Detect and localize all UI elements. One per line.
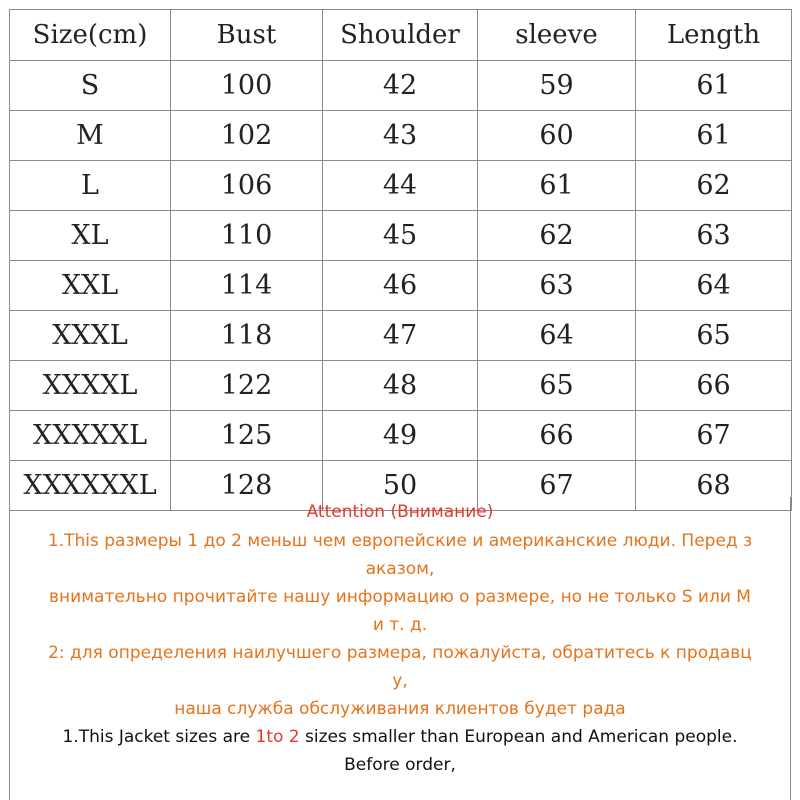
table-row — [10, 211, 792, 261]
cell-shoulder: 45 — [323, 211, 478, 261]
note-ru-line: у, — [392, 671, 408, 691]
note-ru-line: аказом, — [365, 559, 435, 579]
header-bust: Bust — [171, 10, 323, 61]
cell-shoulder: 49 — [323, 411, 478, 461]
table-header-row — [10, 10, 792, 61]
note-ru-line: 2: для определения наилучшего размера, пожалуйста, обратитесь к продавц — [48, 643, 752, 663]
header-sleeve: sleeve — [478, 10, 636, 61]
cell-shoulder: 43 — [323, 111, 478, 161]
cell-length: 61 — [636, 61, 792, 111]
cell-sleeve: 59 — [478, 61, 636, 111]
cell-size: M — [10, 111, 171, 161]
note-ru-line: внимательно прочитайте нашу информацию о размере, но не только S или M — [49, 587, 751, 607]
cell-length: 68 — [636, 461, 792, 511]
attention-notes — [9, 497, 791, 800]
header-size: Size(cm) — [10, 10, 171, 61]
size-table — [9, 9, 792, 511]
cell-bust: 118 — [171, 311, 323, 361]
attention-title: Attention (Внимание) — [306, 502, 494, 522]
note-en-line: Before order, — [344, 755, 456, 775]
cell-sleeve: 67 — [478, 461, 636, 511]
cell-bust: 110 — [171, 211, 323, 261]
cell-length: 64 — [636, 261, 792, 311]
cell-shoulder: 50 — [323, 461, 478, 511]
cell-bust: 114 — [171, 261, 323, 311]
cell-sleeve: 64 — [478, 311, 636, 361]
table-row — [10, 111, 792, 161]
note-en-prefix: 1.This Jacket sizes are — [62, 727, 256, 747]
header-length: Length — [636, 10, 792, 61]
cell-bust: 100 — [171, 61, 323, 111]
note-en-line — [10, 723, 790, 751]
cell-bust: 122 — [171, 361, 323, 411]
table-row — [10, 361, 792, 411]
cell-sleeve: 66 — [478, 411, 636, 461]
note-en-suffix: sizes smaller than European and American people. — [299, 727, 738, 747]
cell-sleeve: 63 — [478, 261, 636, 311]
cell-sleeve: 62 — [478, 211, 636, 261]
cell-shoulder: 48 — [323, 361, 478, 411]
note-en-highlight: 1to 2 — [255, 727, 300, 747]
cell-size: XXXL — [10, 311, 171, 361]
cell-size: XXXXXXL — [10, 461, 171, 511]
cell-bust: 128 — [171, 461, 323, 511]
cell-length: 66 — [636, 361, 792, 411]
table-row — [10, 311, 792, 361]
cell-length: 63 — [636, 211, 792, 261]
cell-length: 62 — [636, 161, 792, 211]
cell-shoulder: 46 — [323, 261, 478, 311]
note-ru-line: наша служба обслуживания клиентов будет рада — [174, 699, 626, 719]
cell-size: S — [10, 61, 171, 111]
cell-length: 61 — [636, 111, 792, 161]
table-row — [10, 61, 792, 111]
cell-size: XXL — [10, 261, 171, 311]
table-row — [10, 161, 792, 211]
cell-shoulder: 47 — [323, 311, 478, 361]
cell-bust: 102 — [171, 111, 323, 161]
cell-size: XXXXL — [10, 361, 171, 411]
cell-shoulder: 44 — [323, 161, 478, 211]
cell-length: 67 — [636, 411, 792, 461]
cell-bust: 106 — [171, 161, 323, 211]
cell-bust: 125 — [171, 411, 323, 461]
cell-shoulder: 42 — [323, 61, 478, 111]
cell-sleeve: 65 — [478, 361, 636, 411]
cell-length: 65 — [636, 311, 792, 361]
cell-size: XXXXXL — [10, 411, 171, 461]
table-row — [10, 411, 792, 461]
cell-sleeve: 61 — [478, 161, 636, 211]
cell-sleeve: 60 — [478, 111, 636, 161]
header-shoulder: Shoulder — [323, 10, 478, 61]
cell-size: L — [10, 161, 171, 211]
cell-size: XL — [10, 211, 171, 261]
table-row — [10, 261, 792, 311]
note-ru-line: и т. д. — [372, 615, 428, 635]
note-ru-line: 1.This размеры 1 до 2 меньш чем европейские и американские люди. Перед з — [47, 531, 753, 551]
